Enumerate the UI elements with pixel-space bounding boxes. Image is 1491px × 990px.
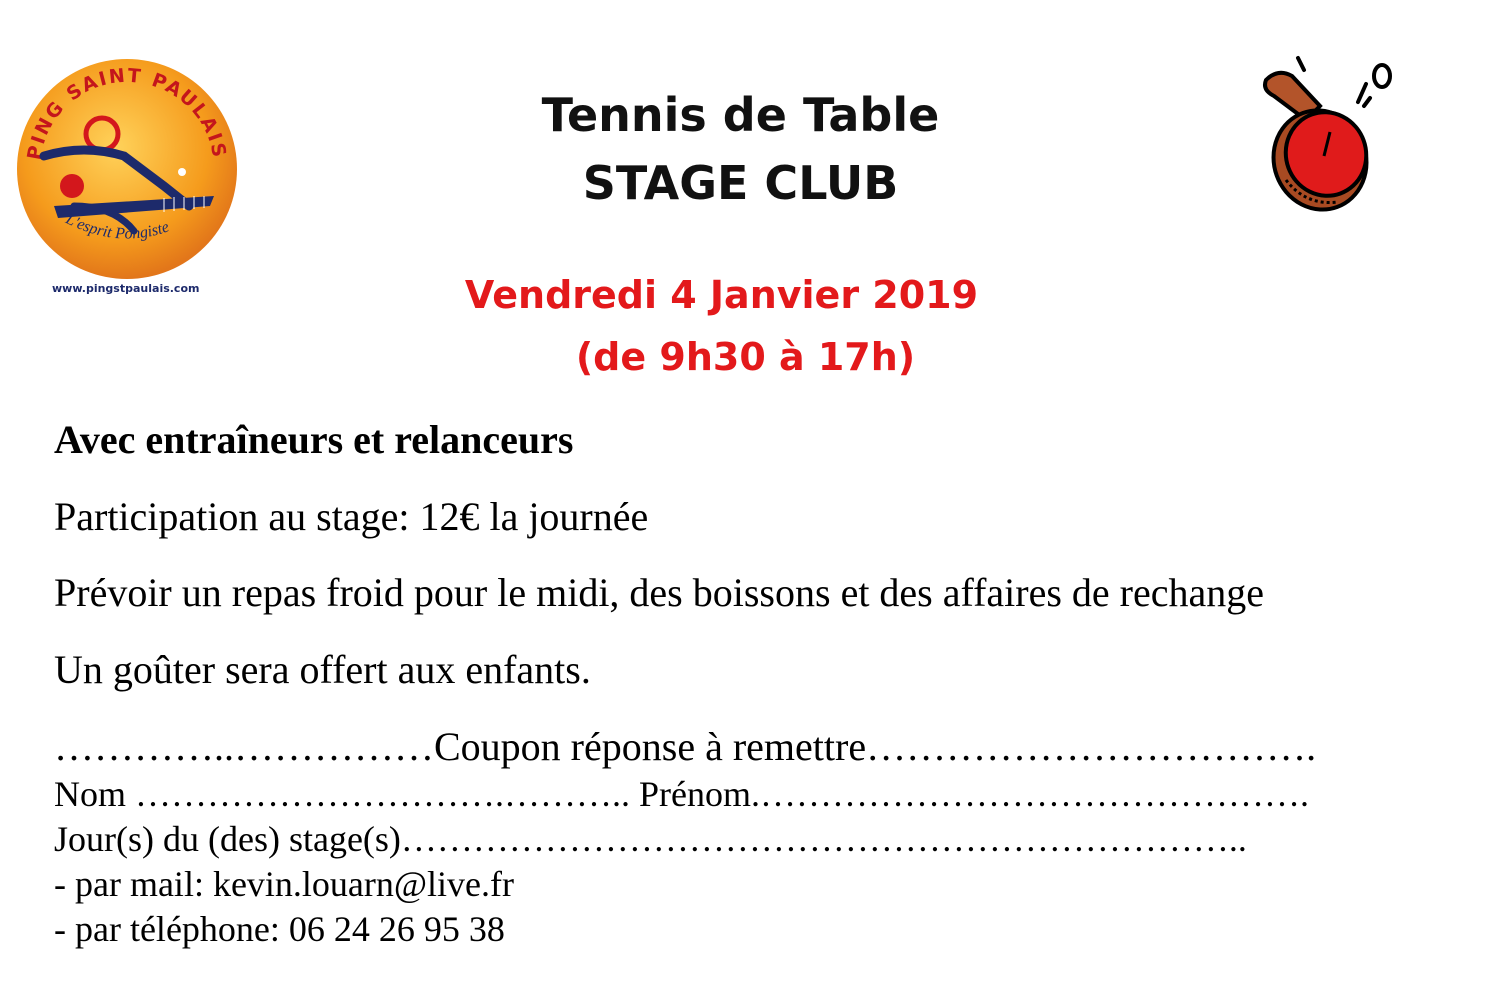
snack-text: Un goûter sera offert aux enfants. bbox=[54, 647, 591, 692]
event-date: Vendredi 4 Janvier 2019 bbox=[464, 273, 979, 317]
coaches-text: Avec entraîneurs et relanceurs bbox=[54, 417, 574, 462]
event-hours: (de 9h30 à 17h) bbox=[575, 335, 916, 379]
coupon-days-field: Jour(s) du (des) stage(s)…………………………………………………………….. bbox=[54, 819, 1247, 859]
title-line-2: STAGE CLUB bbox=[582, 156, 899, 210]
coupon-name-field: Nom ………………………….……….. Prénom.………………………………………. bbox=[54, 774, 1309, 814]
contact-phone: - par téléphone: 06 24 26 95 38 bbox=[54, 909, 505, 949]
contact-mail: - par mail: kevin.louarn@live.fr bbox=[54, 864, 515, 904]
coupon-header: …………..……………Coupon réponse à remettre……………………………. bbox=[54, 724, 1317, 769]
logo-url: www.pingstpaulais.com bbox=[52, 282, 200, 295]
logo-ring-text: PING SAINT PAULAIS bbox=[23, 64, 231, 162]
title-line-1: Tennis de Table bbox=[541, 88, 940, 142]
logo-tagline: L'esprit Pongiste bbox=[63, 210, 172, 243]
price-text: Participation au stage: 12€ la journée bbox=[54, 494, 649, 539]
meal-text: Prévoir un repas froid pour le midi, des boissons et des affaires de rechange bbox=[54, 570, 1265, 615]
